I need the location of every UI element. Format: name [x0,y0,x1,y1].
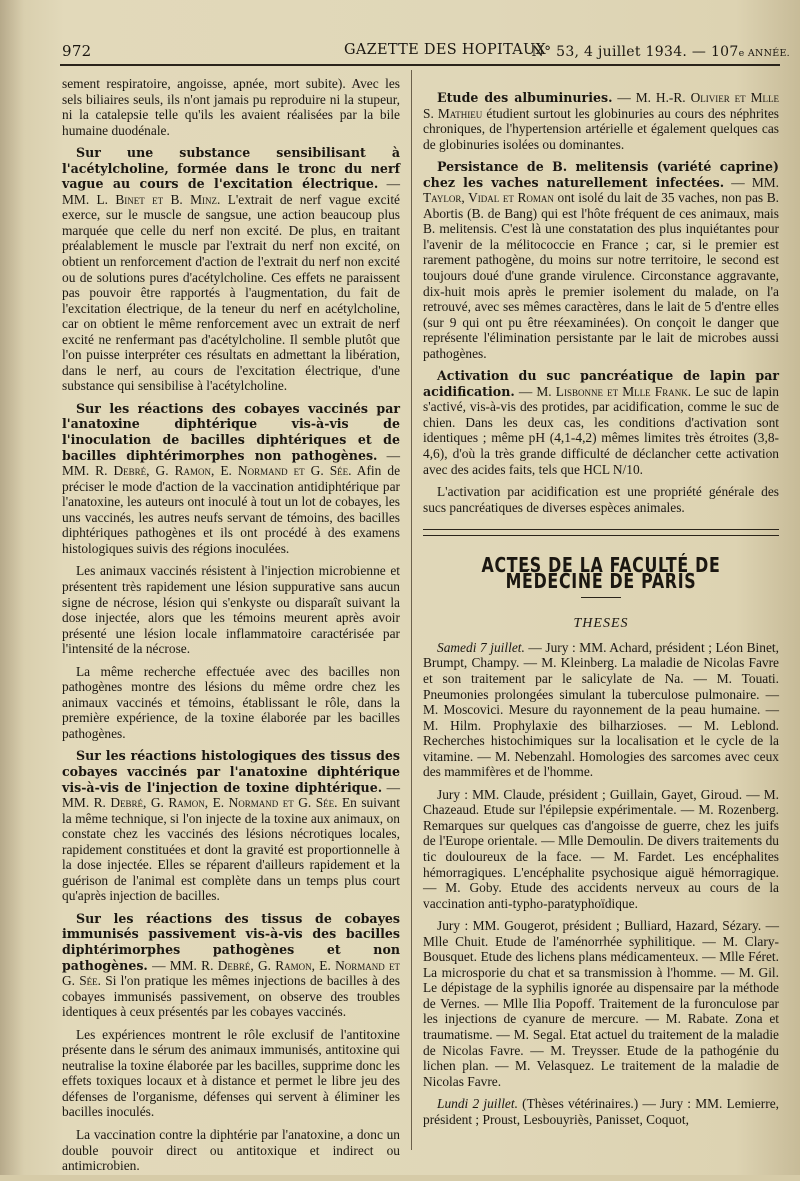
communication-paragraph: Sur une substance sensibilisant à l'acétylcholine, formée dans le tronc du nerf vague au cours de l'excitation électrique. — MM. L. Binet et B. Minz. L'extrait de nerf vague excité exerce, sur le muscle de sangsue, une action beaucoup plus marquée que celle du nerf non excité. De plus, en traitant préalablement le muscle par l'extrait du nerf non excité, on obtient un renforcement d'action de l'extrait du nerf non excité ou de solutions pures d'acétylcholine. Ces effets ne paraissent pas pouvoir être rapportés à l'augmentation, du fait de l'excitation électrique, de la teneur du nerf en acétylcholine, car on obtient le même renforcement avec un extrait de nerf excité ne renfermant pas d'acétylcholine. Il semble plutôt que l'on puisse interpréter ces résultats en admettant la libération, dans le nerf, au cours de l'excitation électrique, d'une substance qui sensibilise à l'acétylcholine. [62,145,400,394]
communication-paragraph: Sur les réactions histologiques des tissus des cobayes vaccinés par l'anatoxine diphtérique vis-à-vis de l'injection de toxine diphtérique. — MM. R. Debré, G. Ramon, E. Normand et G. Sée. En suivant la même technique, si l'on injecte de la toxine aux animaux, on constate chez les vaccinés des lésions nécrotiques locales, rapidement constituées et dont la gravité est proportionnelle à la dose injectée. Elles se réparent d'ailleurs rapidement et la guérison de l'animal est complète dans un temps plus court qu'après injection de bacilles. [62,748,401,904]
issue-info: N° 53, 4 juillet 1934. — 107e ANNÉE. [531,44,790,60]
authors: MM. Taylor, Vidal et Roman [423,174,779,206]
communication-paragraph: Etude des albuminuries. — M. H.-R. Olivier et Mlle S. Mathieu étudient surtout les globinuries au cours des néphrites chroniques, de l'hypertension artérielle et également quelques cas de globinuries isolées ou dominantes. [423,90,779,152]
communication-paragraph: Sur les réactions des tissus de cobayes immunisés passivement vis-à-vis des bacilles diphtérimorphes pathogènes et non pathogènes. — MM. R. Debré, G. Ramon, E. Normand et G. Sée. Si l'on pratique les mêmes injections de bacilles à des cobayes immunisés passivement, on observe des troubles identiques à ceux présentés par les cobayes vaccinés. [62,910,401,1020]
right-column [423,90,779,1134]
paragraph-text: La vaccination contre la diphtérie par l'anatoxine, a donc un double pouvoir direct ou antitoxique et indirect ou antimicrobien. [62,1127,400,1174]
jury-text: Jury : MM. Gougerot, président ; Bulliard, Hazard, Sézary. — Mlle Chuit. Etude de l'aménorrhée syphilitique. — M. Clary-Bousquet. Etude des lichens plans médicamenteux. — Mlle Féret. La microsporie du chat et sa transmission à l'homme. — M. Gil. Le dépistage de la syphilis ignorée au dispensaire par la méthode de Vernes. — Mlle Ilia Popoff. Traitement de la furonculose par les injections de cyanure de mercure. — M. Rabate. Zona et traumatisme. — M. Segal. Etat actuel du traitement de la maladie de Nicolas Favre. — M. Treysser. Etude de la pathogénie du lichen plan. — M. Velasquez. Le traitement de la maladie de Nicolas Favre. [423,918,779,1089]
paragraph-text: L'activation par acidification est une propriété générale des sucs pancréatiques de diverses espèces animales. [423,484,779,515]
header-rule [60,64,780,66]
communication-title: Sur les réactions des cobayes vaccinés par l'anatoxine diphtérique vis-à-vis de l'inoculation de bacilles diphtériques et de bacilles diphtérimorphes non pathogènes. [62,400,400,463]
body-paragraph [62,664,400,742]
date-lead: Lundi 2 juillet. [437,1096,518,1112]
body-paragraph [423,484,779,515]
jury-text: — Jury : MM. Achard, président ; Léon Binet, Brumpt, Champy. — M. Kleinberg. La maladie de Nicolas Favre et son traitement par le salicylate de Na. — M. Touati. Pneumonies prolongées simulant la tuberculose pulmonaire. — M. Moscovici. Mesure du rayonnement de la peau humaine. — M. Hilm. Prophylaxie des bilharzioses. — M. Leblond. Recherches histochimiques sur la localisation et le cycle de la vitamine. — M. Nebenzahl. Homologies des sarcomes avec ceux des mammifères et de l'homme. [423,639,779,780]
authors: M. Lisbonne et Mlle Frank. [536,383,692,399]
paragraph-text: étudient surtout les globinuries au cours des néphrites chroniques, de l'hypertension artérielle et également quelques cas de globinuries isolées ou dominantes. [423,105,779,152]
communication-paragraph: Persistance de B. melitensis (variété caprine) chez les vaches naturellement infectées. — MM. Taylor, Vidal et Roman ont isolé du lait de 35 vaches, non pas B. Abortis (B. de Bang) qui est l'hôte fréquent de ces animaux, mais B. melitensis. C'est là une constatation des plus inquiétantes pour l'avenir de la mélitococcie en France ; car, si le premier est rarement pathogène, du moins sur notre territoire, le second est toujours doué d'une grande virulence. Circonstance aggravante, dix-huit mois après le premier isolement du malade, on l'a retrouvé, avec ses mêmes caractères, dans le lait de 5 d'entre elles (sur 9 qui ont pu être réexaminées). On conçoit le danger que représente l'élimination persistante par le lait de microbes aussi pathogènes. [423,159,779,361]
authors: MM. L. Binet et B. Minz. [62,191,221,207]
communication-title: Sur les réactions des tissus de cobayes immunisés passivement vis-à-vis des bacilles diphtérimorphes pathogènes et non pathogènes. [62,910,400,973]
jury-paragraph [423,787,779,911]
theses-list [423,640,779,1127]
body-paragraph [62,76,400,138]
paragraph-text: En suivant la même technique, si l'on injecte de la toxine aux animaux, on constate chez les vaccinés des lésions nécrotiques locales, rapidement constituées et dont la gravité est proportionnelle à la dose injectée. Elles se réparent d'ailleurs rapidement et la guérison de l'animal est complète dans un temps plus court qu'après injection de bacilles. [62,795,401,904]
body-paragraph [62,1127,400,1174]
paragraph-text: ont isolé du lait de 35 vaches, non pas B. Abortis (B. de Bang) qui est l'hôte fréquent de ces animaux, mais B. melitensis. C'est là une constatation des plus inquiétantes pour l'avenir de la mélitococcie en France ; car, si le premier est rarement pathogène, du moins sur notre territoire, le second est toujours doué d'une grande virulence. Circonstance aggravante, dix-huit mois après le premier isolement du malade, on l'a retrouvé, avec ses mêmes caractères, dans le lait de 5 d'entre elles (sur 9 qui ont pu être réexaminées). On conçoit le danger que représente l'élimination persistante par le lait de microbes aussi pathogènes. [423,190,779,361]
body-paragraph [62,563,400,656]
paragraph-text: sement respiratoire, angoisse, apnée, mort subite). Avec les sels biliaires seuls, ils n'ont jamais pu reproduire ni la stupeur, ni la catalepsie telle qu'ils les avaient réalisées par la bile humaine duodénale. [62,76,400,138]
date-lead: Samedi 7 juillet. [437,639,525,655]
short-rule [581,597,621,598]
page-number: 972 [62,42,92,60]
paragraph-text: Les animaux vaccinés résistent à l'injection microbienne et présentent très rapidement une lésion suppurative sans aucun signe de nécrose, lésion qui s'enkyste ou disparaît suivant la dose injectée, alors que les témoins meurent après avoir présenté une lésion locale inflammatoire caractérisée par l'intensité de la nécrose. [62,563,400,657]
jury-paragraph [423,1096,779,1127]
communication-title: Persistance de B. melitensis (variété caprine) chez les vaches naturellement infectées. [423,159,779,190]
section-heading: ACTES DE LA FACULTÉ DE MÉDECINE DE PARIS [481,553,721,593]
authors: MM. R. Debré, G. Ramon, E. Normand et G. Sée. [62,795,338,811]
theses-subheading: THESES [573,616,629,632]
jury-paragraph [423,640,779,780]
communication-paragraph: Sur les réactions des cobayes vaccinés par l'anatoxine diphtérique vis-à-vis de l'inoculation de bacilles diphtériques et de bacilles diphtérimorphes non pathogènes. — MM. R. Debré, G. Ramon, E. Normand et G. Sée. Afin de préciser le mode d'action de la vaccination antidiphtérique par l'anatoxine, les auteurs ont inoculé à tout un lot de cobayes, les uns vaccinés, les autres neufs servant de témoins, des bacilles diphtériques pathogènes et ils ont procédé à des examens histologiques suivis des régions inoculées. [62,400,401,556]
page-header [62,36,790,62]
communication-title: Sur les réactions histologiques des tissus des cobayes vaccinés par l'anatoxine diphtérique vis-à-vis de l'injection de toxine diphtérique. [62,748,400,795]
column-divider [411,70,412,1150]
paragraph-text: Les expériences montrent le rôle exclusif de l'antitoxine présente dans le sérum des animaux immunisés, antitoxine qui neutralise la toxine élaborée par les bacilles, supprime donc les effets toxiques locaux et à distance et permet le libre jeu des défenses de l'organisme, défenses qui servent à éliminer les bacilles inoculés. [62,1026,400,1120]
paragraph-text: Le suc de lapin s'activé, vis-à-vis des protides, par acidification, comme le suc de chien. Dans les deux cas, les conditions d'activation sont identiques ; même pH (4,1-4,2) mêmes limites très étroites (3,8-4,6), d'où la très grande difficulté de déclancher cette activation avec des acides faits, tels que HCL N/10. [423,383,779,477]
jury-text: (Thèses vétérinaires.) — Jury : MM. Lemierre, président ; Proust, Lesbouyriès, Panisset, Coquot, [423,1096,779,1127]
communication-paragraph: Activation du suc pancréatique de lapin par acidification. — M. Lisbonne et Mlle Frank. Le suc de lapin s'activé, vis-à-vis des protides, par acidification, comme le suc de chien. Dans les deux cas, les conditions d'activation sont identiques ; même pH (4,1-4,2) mêmes limites très étroites (3,8-4,6), d'où la très grande difficulté de déclancher cette activation avec des acides faits, tels que HCL N/10. [423,368,779,477]
authors: MM. R. Debré, G. Ramon, E. Normand et G. Sée. [62,463,352,479]
right-communications [423,90,779,515]
paragraph-text: Afin de préciser le mode d'action de la vaccination antidiphtérique par l'anatoxine, les auteurs ont inoculé à tout un lot de cobayes, les uns vaccinés, les autres neufs servant de témoins, des bacilles diphtériques pathogènes et ils ont procédé à des examens histologiques suivis des régions inoculées. [62,463,401,556]
communication-title: Etude des albuminuries. [437,90,613,105]
authors: MM. R. Debré, G. Ramon, E. Normand et G. Sée. [62,957,401,989]
communication-title: Sur une substance sensibilisant à l'acétylcholine, formée dans le tronc du nerf vague au cours de l'excitation électrique. [62,145,400,192]
paragraph-text: La même recherche effectuée avec des bacilles non pathogènes montre des lésions du même ordre chez les animaux vaccinés et témoins, établissant le rôle, dans la première expérience, de la toxine élaborée par les bacilles pathogènes. [62,663,400,741]
jury-text: Jury : MM. Claude, président ; Guillain, Gayet, Giroud. — M. Chazeaud. Etude sur l'épilepsie expérimentale. — M. Rozenberg. Remarques sur quelques cas d'angoisse de guerre, chez les juifs de l'Europe orientale. — Mlle Demoulin. De divers traitements du tic douloureux de la face. — M. Fardet. Les encéphalites hémorragiques. L'encéphalite psychosique aiguë hémorragique. — M. Goby. Etude des accidents nerveux au cours de la vaccination anti-typho-paratyphoïdique. [423,786,779,911]
communication-title: Activation du suc pancréatique de lapin par acidification. [423,368,779,399]
paragraph-text: Si l'on pratique les mêmes injections de bacilles à des cobayes immunisés passivement, on observe des troubles identiques à ceux présentés par les cobayes vaccinés. [62,973,400,1020]
paragraph-text: L'extrait de nerf vague excité exerce, sur le muscle de sangsue, une action beaucoup plus marquée que celle du nerf non excité. De plus, en traitant préalablement le muscle par l'extrait du nerf non excité, on obtient un renforcement d'action de l'extrait du nerf non excité ou de solutions pures d'acétylcholine. Ces effets ne paraissent pas pouvoir être rapportés à l'augmentation, du fait de l'excitation électrique, de la teneur du nerf en acétylcholine, car on obtient le même renforcement avec un extrait de nerf excité ne renfermant pas d'acétylcholine. Il semble plutôt que l'on puisse interpréter ces résultats en admettant la libération, dans le nerf, au cours de l'excitation électrique, d'une substance qui sensibilise à l'acétylcholine. [62,191,400,394]
body-paragraph [62,1027,400,1120]
left-column [62,76,400,1181]
jury-paragraph [423,918,779,1089]
journal-title: GAZETTE DES HOPITAUX [344,42,547,58]
authors: M. H.-R. Olivier et Mlle S. Mathieu [423,90,779,121]
section-double-rule [423,529,779,536]
